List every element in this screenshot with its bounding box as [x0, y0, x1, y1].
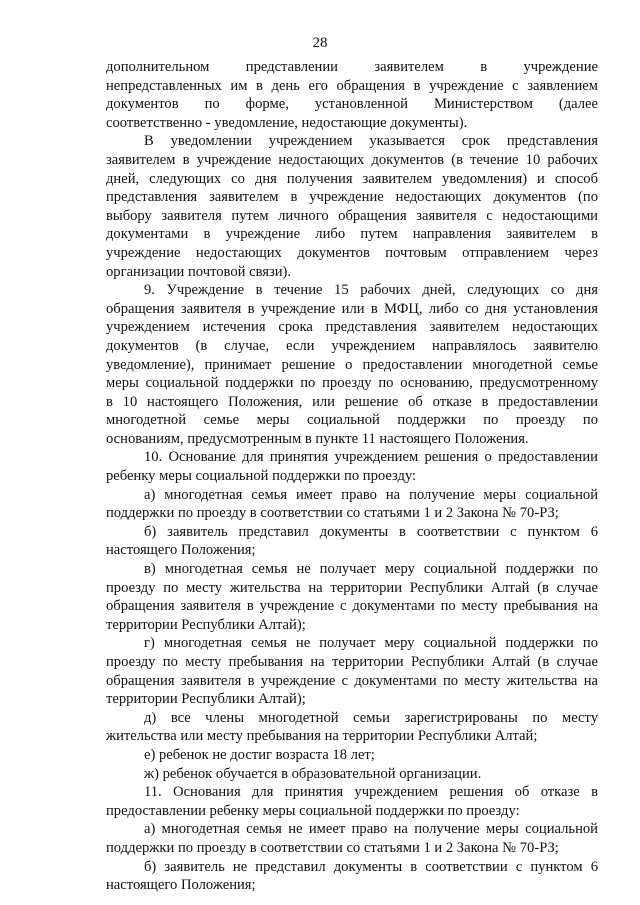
text-line: проезду по месту жительства на территории Республики Алтай (в случае [106, 579, 598, 596]
text-line: в) многодетная семья не получает меру социальной поддержки по [144, 561, 598, 578]
text-line: жительства или месту пребывания на территории Республики Алтай; [106, 728, 538, 745]
text-line: учреждение недостающих документов почтовым отправлением через [106, 244, 598, 261]
text-line: организации почтовой связи). [106, 263, 292, 280]
text-line: документами в учреждение либо путем направления заявителем в [106, 226, 598, 243]
text-line: ж) ребенок обучается в образовательной организации. [144, 765, 482, 782]
text-line: проезду по месту пребывания на территории Республики Алтай (в случае [106, 654, 598, 670]
text-line: уведомление), принимает решение о предоставлении многодетной семье [106, 356, 598, 373]
text-line: дополнительном представлении заявителем в учреждение [106, 59, 598, 75]
text-line: территории Республики Алтай); [106, 691, 306, 708]
text-line: обращения заявителя в учреждение или в МФЦ, либо со дня установления [106, 300, 598, 317]
text-line: ребенку меры социальной поддержки по проезду: [106, 468, 417, 485]
text-line: 10. Основание для принятия учреждением решения о предоставлении [144, 449, 598, 466]
text-line: 9. Учреждение в течение 15 рабочих дней, следующих со дня [144, 282, 598, 299]
text-line: дней, следующих со дня получения заявителем уведомления) и способ [106, 170, 598, 187]
text-line: г) многодетная семья не получает меру социальной поддержки по [144, 635, 598, 652]
document-body [106, 58, 598, 895]
text-line: документов по форме, установленной Министерством (далее [106, 96, 598, 113]
page-number: 28 [312, 35, 328, 51]
text-line: заявителем в учреждение недостающих документов (в течение 10 рабочих [106, 151, 598, 168]
text-line: представления заявителем в учреждение недостающих документов (по [106, 189, 598, 206]
text-line: многодетной семье меры социальной поддержки по проезду по [106, 412, 598, 429]
text-line: выбору заявителя путем личного обращения заявителя с недостающими [106, 207, 598, 224]
text-line: д) все члены многодетной семьи зарегистрированы по месту [144, 709, 598, 726]
text-line: е) ребенок не достиг возраста 18 лет; [144, 746, 375, 763]
text-line: обращения заявителя в учреждение с документами по месту жительства на [106, 672, 598, 689]
text-line: поддержки по проезду в соответствии со статьями 1 и 2 Закона № 70-РЗ; [106, 505, 559, 522]
text-line: настоящего Положения; [106, 877, 256, 894]
text-line: обращения заявителя в учреждение с документами по месту пребывания на [106, 598, 598, 615]
text-line: 11. Основания для принятия учреждением решения об отказе в [144, 784, 598, 801]
text-line: а) многодетная семья не имеет право на получение меры социальной [144, 821, 598, 838]
text-line: б) заявитель представил документы в соответствии с пунктом 6 [144, 523, 598, 540]
text-line: поддержки по проезду в соответствии со статьями 1 и 2 Закона № 70-РЗ; [106, 839, 559, 856]
text-line: а) многодетная семья имеет право на получение меры социальной [144, 486, 598, 503]
text-line: предоставлении ребенку меры социальной поддержки по проезду: [106, 802, 520, 819]
text-line: территории Республики Алтай); [106, 616, 306, 633]
text-line: б) заявитель не представил документы в соответствии с пунктом 6 [144, 858, 598, 875]
text-line: настоящего Положения; [106, 542, 256, 559]
text-line: меры социальной поддержки по проезду по основанию, предусмотренному [106, 375, 598, 392]
text-line: В уведомлении учреждением указывается срок представления [144, 133, 598, 150]
text-line: в 10 настоящего Положения, или решение об отказе в предоставлении [106, 393, 598, 410]
text-line: непредставленных им в день его обращения в учреждение с заявлением [106, 77, 598, 94]
text-line: соответственно - уведомление, недостающие документы). [106, 114, 468, 131]
text-line: документов (в случае, если учреждением направлялось заявителю [106, 337, 598, 354]
text-line: основаниям, предусмотренным в пункте 11 настоящего Положения. [106, 430, 529, 447]
text-line: учреждением истечения срока представления заявителем недостающих [106, 319, 598, 336]
